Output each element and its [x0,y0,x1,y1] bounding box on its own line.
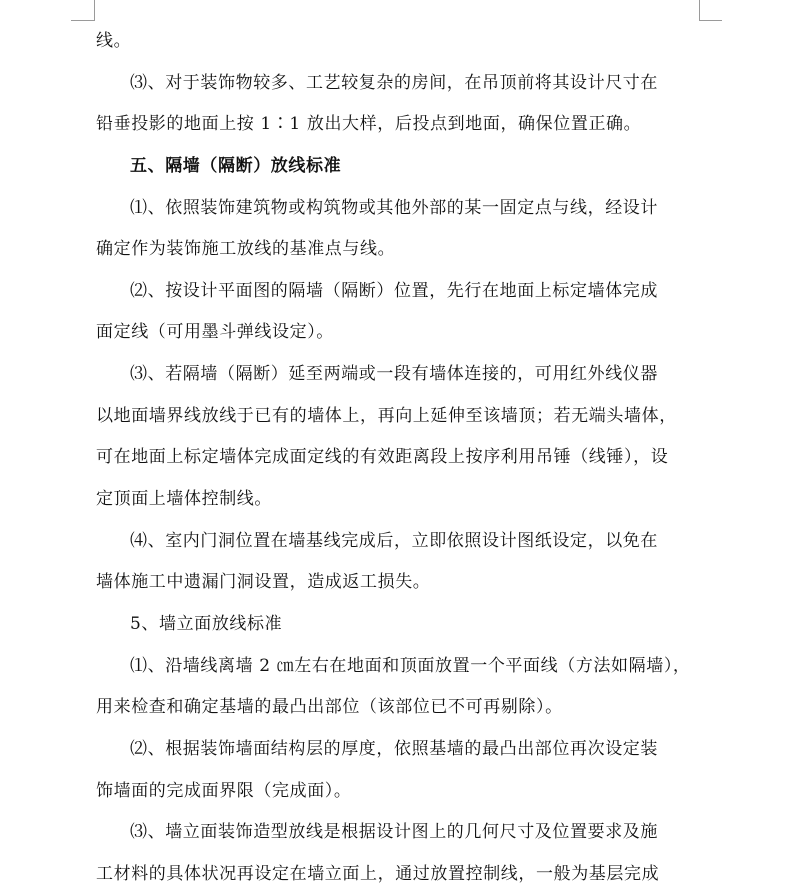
text-line: 可在地面上标定墙体完成面定线的有效距离段上按序利用吊锤（线锤），设 [96,447,669,468]
text-line: ⑷、室内门洞位置在墙基线完成后，立即依照设计图纸设定，以免在 [130,530,658,551]
text-line: ⑵、根据装饰墙面结构层的厚度，依照基墙的最凸出部位再次设定装 [130,738,658,759]
text-line: ⑴、依照装饰建筑物或构筑物或其他外部的某一固定点与线，经设计 [130,197,658,218]
text-line: 墙体施工中遗漏门洞设置，造成返工损失。 [96,572,431,593]
text-line: 面定线（可用墨斗弹线设定）。 [96,322,334,343]
section-heading: 五、隔墙（隔断）放线标准 [130,155,342,176]
text-line: 饰墙面的完成面界限（完成面）。 [96,780,352,801]
text-line: ⑵、按设计平面图的隔墙（隔断）位置，先行在地面上标定墙体完成 [130,280,658,301]
text-line: 定顶面上墙体控制线。 [96,489,272,510]
text-line: ⑶、对于装饰物较多、工艺较复杂的房间，在吊顶前将其设计尺寸在 [130,72,658,93]
text-line: ⑶、若隔墙（隔断）延至两端或一段有墙体连接的，可用红外线仪器 [130,364,658,385]
text-line: 线。 [96,31,132,51]
margin-corner-mark-left [71,0,95,21]
document-body [96,21,700,895]
margin-corner-mark-right [699,0,722,21]
text-line: 铅垂投影的地面上按 1∶1 放出大样，后投点到地面，确保位置正确。 [96,114,642,135]
text-line: ⑶、墙立面装饰造型放线是根据设计图上的几何尺寸及位置要求及施 [130,822,658,843]
text-line: 用来检查和确定基墙的最凸出部位（该部位已不可再剔除）。 [96,697,563,718]
text-line: ⑴、沿墙线离墙 2 ㎝左右在地面和顶面放置一个平面线（方法如隔墙）， [130,655,691,676]
text-line: 确定作为装饰施工放线的基准点与线。 [96,239,396,260]
text-line: 5、墙立面放线标准 [130,613,283,634]
text-line: 工材料的具体状况再设定在墙立面上，通过放置控制线，一般为基层完成 [96,863,660,884]
text-line: 以地面墙界线放线于已有的墙体上，再向上延伸至该墙顶；若无端头墙体， [96,405,677,426]
